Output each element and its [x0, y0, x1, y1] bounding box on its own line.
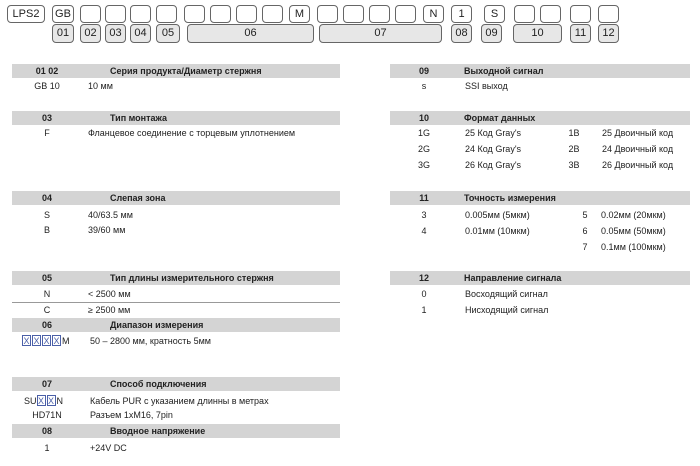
section-header-05 [12, 271, 340, 285]
option-code: 1B [568, 128, 580, 138]
option-code: 1 [421, 305, 427, 315]
section-header-10 [390, 111, 690, 125]
code-box-15 [395, 5, 416, 23]
option-desc: 26 Двоичный код [602, 160, 674, 170]
option-code: 3G [417, 160, 430, 170]
section-header-01-02 [12, 64, 340, 78]
range-code [22, 335, 70, 347]
option-code: N [43, 289, 51, 299]
option-code: 5 [582, 210, 588, 220]
option-code: GB 10 [34, 81, 60, 91]
code-box-14 [369, 5, 390, 23]
option-code: s [421, 81, 427, 91]
section-title: Серия продукта/Диаметр стержня [110, 66, 262, 76]
position-04: 04 [130, 24, 151, 43]
code-box-6 [156, 5, 177, 23]
section-title: Вводное напряжение [110, 426, 206, 436]
code-box-10 [262, 5, 283, 23]
option-desc: 0.05мм (50мкм) [601, 226, 666, 236]
code-box-18 [477, 5, 483, 23]
option-desc: +24V DC [90, 443, 127, 453]
option-desc: Кабель PUR с указанием длинны в метрах [90, 396, 269, 406]
section-title: Способ подключения [110, 379, 207, 389]
option-desc: 24 Код Gray's [465, 144, 522, 154]
option-desc: 0.01мм (10мкм) [465, 226, 530, 236]
option-code: 3 [421, 210, 427, 220]
option-code: 6 [582, 226, 588, 236]
position-03: 03 [105, 24, 126, 43]
code-box-9 [236, 5, 257, 23]
option-desc: 25 Код Gray's [465, 128, 522, 138]
option-code: 7 [582, 242, 588, 252]
code-box-7 [184, 5, 205, 23]
section-key: 03 [41, 113, 52, 123]
code-box-20 [514, 5, 535, 23]
option-desc: 0.005мм (5мкм) [465, 210, 530, 220]
placeholder-x: X [43, 336, 50, 346]
code-box-23 [598, 5, 619, 23]
placeholder-x: X [38, 396, 45, 406]
code-box-11: M [289, 5, 310, 23]
code-box-16: N [423, 5, 444, 23]
option-desc: 40/63.5 мм [88, 210, 133, 220]
section-header-06 [12, 318, 340, 332]
section-key: 01 02 [35, 66, 59, 76]
option-code: 1G [417, 128, 430, 138]
option-desc: 0.02мм (20мкм) [601, 210, 666, 220]
option-code: 2B [568, 144, 580, 154]
section-header-12 [390, 271, 690, 285]
code-box-13 [343, 5, 364, 23]
section-key: 12 [418, 273, 429, 283]
code-box-3 [80, 5, 101, 23]
divider [12, 302, 340, 303]
section-header-09 [390, 64, 690, 78]
code-box-21 [540, 5, 561, 23]
position-01: 01 [52, 24, 74, 43]
section-title: Выходной сигнал [464, 66, 544, 76]
placeholder-x: X [33, 336, 40, 346]
section-key: 05 [41, 273, 52, 283]
option-code: B [43, 225, 50, 235]
option-code: 3B [568, 160, 580, 170]
section-header-07 [12, 377, 340, 391]
position-06: 06 [187, 24, 314, 43]
code-box-1: LPS2 [7, 5, 45, 23]
option-desc: 26 Код Gray's [465, 160, 522, 170]
code-box-8 [210, 5, 231, 23]
option-code: S [43, 210, 50, 220]
code-prefix: SU [24, 396, 37, 406]
option-code: 4 [421, 226, 427, 236]
position-11: 11 [570, 24, 591, 43]
code-box-4 [105, 5, 126, 23]
section-title: Тип монтажа [110, 113, 168, 123]
position-07: 07 [319, 24, 442, 43]
placeholder-x: X [53, 336, 60, 346]
section-header-03 [12, 111, 340, 125]
section-key: 11 [419, 193, 429, 203]
section-title: Формат данных [464, 113, 536, 123]
option-desc: 25 Двоичный код [602, 128, 674, 138]
code-suffix: N [56, 396, 64, 406]
position-10: 10 [513, 24, 562, 43]
section-title: Направление сигнала [464, 273, 562, 283]
range-suffix: M [62, 336, 70, 346]
position-02: 02 [80, 24, 101, 43]
section-key: 06 [41, 320, 52, 330]
section-title: Тип длины измерительного стержня [110, 273, 274, 283]
option-desc: ≥ 2500 мм [88, 305, 131, 315]
option-code: 2G [417, 144, 430, 154]
placeholder-x: X [48, 396, 55, 406]
option-code: C [43, 305, 51, 315]
option-desc: Разъем 1xM16, 7pin [90, 410, 173, 420]
option-desc: Восходящий сигнал [465, 289, 548, 299]
section-key: 04 [41, 193, 52, 203]
option-desc: 50 – 2800 мм, кратность 5мм [90, 336, 211, 346]
option-desc: Нисходящий сигнал [465, 305, 549, 315]
option-code: HD71N [32, 410, 62, 420]
code-box-22 [570, 5, 591, 23]
position-08: 08 [451, 24, 472, 43]
option-code: F [44, 128, 50, 138]
placeholder-x: X [23, 336, 30, 346]
option-code: 1 [44, 443, 50, 453]
connection-code [24, 395, 63, 407]
section-header-11 [390, 191, 690, 205]
code-box-2: GB [52, 5, 74, 23]
option-desc: 39/60 мм [88, 225, 126, 235]
section-key: 07 [41, 379, 52, 389]
position-09: 09 [481, 24, 502, 43]
code-box-19: S [484, 5, 505, 23]
section-key: 10 [418, 113, 429, 123]
section-header-08 [12, 424, 340, 438]
code-box-17: 1 [451, 5, 472, 23]
option-desc: 10 мм [88, 81, 113, 91]
option-desc: 24 Двоичный код [602, 144, 674, 154]
option-desc: < 2500 мм [88, 289, 131, 299]
option-code: 0 [421, 289, 427, 299]
code-box-12 [317, 5, 338, 23]
option-desc: 0.1мм (100мкм) [601, 242, 666, 252]
section-title: Диапазон измерения [110, 320, 204, 330]
section-title: Слепая зона [110, 193, 166, 203]
option-desc: SSI выход [465, 81, 508, 91]
position-05: 05 [156, 24, 180, 43]
section-title: Точность измерения [464, 193, 556, 203]
code-box-5 [130, 5, 151, 23]
position-12: 12 [598, 24, 619, 43]
section-key: 08 [41, 426, 52, 436]
option-desc: Фланцевое соединение с торцевым уплотнением [88, 128, 296, 138]
section-key: 09 [418, 66, 429, 76]
section-header-04 [12, 191, 340, 205]
